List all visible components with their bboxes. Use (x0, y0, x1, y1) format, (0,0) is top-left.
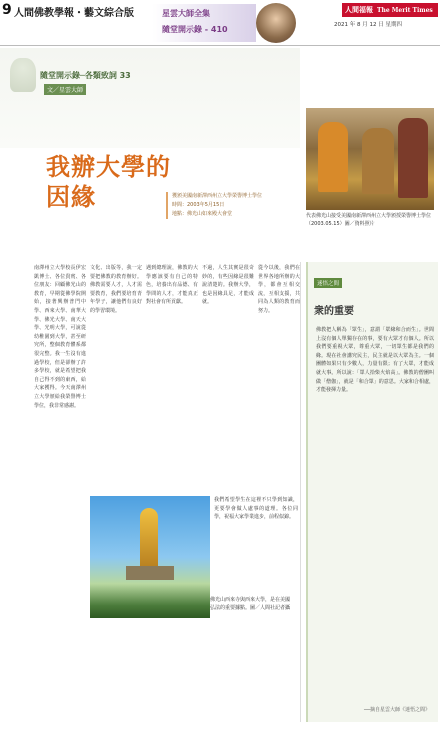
banner-line-1: 星雲大師全集 (162, 9, 210, 18)
lotus-decoration (10, 58, 36, 92)
column-header (0, 48, 300, 148)
body-column-3: 遇到總理說，佛教的大學應該要有自己的特色，培養出有品德、有學問的人才，才能真正對社會有所貢獻。 (146, 265, 198, 306)
column-name: 隨堂開示錄─各類致詞 33 (40, 71, 131, 80)
credit-line-1: 獲頒美國南新澤西州立大學榮譽博士學位 (172, 193, 263, 199)
buddha-statue-photo (90, 496, 210, 618)
person-figure (398, 118, 428, 198)
credit-line-3: 地點：佛光山如來殿大會堂 (172, 211, 233, 217)
sidebar-tag: 迷悟之間 (314, 278, 342, 288)
sidebar-article (306, 262, 438, 722)
statue-base (126, 566, 174, 580)
photo-caption: 代表佛光山接受美國南新澤西州立大學頒授榮譽博士學位（2003.05.15）圖／資料照片 (306, 213, 432, 227)
page-number: 9 (2, 2, 12, 18)
author-tag: 文／星雲大師 (44, 84, 86, 95)
statue-figure (140, 508, 158, 568)
title-line-1: 我辦大學的 (46, 153, 171, 181)
photo2-caption: 佛光山西來寺與西來大學，是在美國弘法的重要據點。圖／人間社記者攝 (210, 597, 291, 611)
column-divider (300, 262, 301, 722)
person-figure (362, 128, 394, 194)
credit-line-2: 時間：2003年5月15日 (172, 202, 225, 208)
paper-name: 人間佛教學報・藝文綜合版 (14, 8, 134, 19)
body-column-1: 南澤州立大學校長伊宏凱博士、各位貴賓、各位朋友：回顧佛光山的教育，早期從佛學院開始，接著興辦普門中學、西來大學、南華大學、佛光大學、南天大學、光明大學，可說從幼稚園到大學，甚至研究所，整個教育體系都很完整。我一生沒有進過學校，但是卻辦了許多學校，就是希望把我自己得不到的東西，給大家獲得。今天南澤州立大學頒給我榮譽博士學位，我非常感謝。 (34, 265, 86, 409)
body-column-5: 從今以後，我們在世界各地所辦的大學，都會互相交流，互相支援，共同為人類的教育而努力。 (258, 265, 300, 314)
sidebar-body: 佛教把人稱為「眾生」，意謂「眾緣和合而生」。世間上沒有個人單獨存在的事，要有大眾才有個人。所以我們要重視大眾，尊重大眾，一切眾生都是我們的緣。現在社會講究民主，民主就是以大眾為主。一個團體如果只有少數人，力量有限；有了大眾，才能成就大事。所以說：「眾人拾柴火焰高」。佛教的僧團叫做「僧伽」，就是「和合眾」的意思。大家和合相處，才能發揮力量。 (316, 327, 434, 394)
body-column-4: 不過，人生其實是很奇妙的，有些因緣是很難說清楚的。我辦大學，也是因緣具足，才能成就。 (202, 265, 254, 306)
master-portrait (256, 3, 296, 43)
page-header (0, 0, 440, 46)
newspaper-logo (342, 3, 438, 17)
banner-line-2: 隨堂開示錄 - 410 (162, 25, 228, 34)
article-title (46, 152, 171, 212)
body-column-2: 文化、出版等，我一定要把佛教的教育辦好。佛教需要人才，人才需要教育，我們要培育青年學子，讓他們有良好的學習環境。 (90, 265, 142, 314)
series-banner (152, 4, 256, 42)
title-line-2: 因緣 (46, 183, 96, 211)
event-credit (166, 192, 296, 219)
issue-date: 2021 年 8 月 12 日 星期四 (334, 22, 402, 28)
logo-text: 人間福報 (345, 6, 373, 14)
logo-english: The Merit Times (377, 7, 433, 14)
body-column-6: 我們希望學生在這裡不只學到知識，更要學會做人處事的道理。各位同學，祝福大家學業進步，前程似錦。 (214, 497, 298, 521)
ceremony-photo (306, 108, 434, 210)
sidebar-signature: ──摘自星雲大師《迷悟之間》 (363, 707, 430, 713)
person-figure (318, 122, 348, 192)
sidebar-title: 衆的重要 (314, 306, 354, 317)
